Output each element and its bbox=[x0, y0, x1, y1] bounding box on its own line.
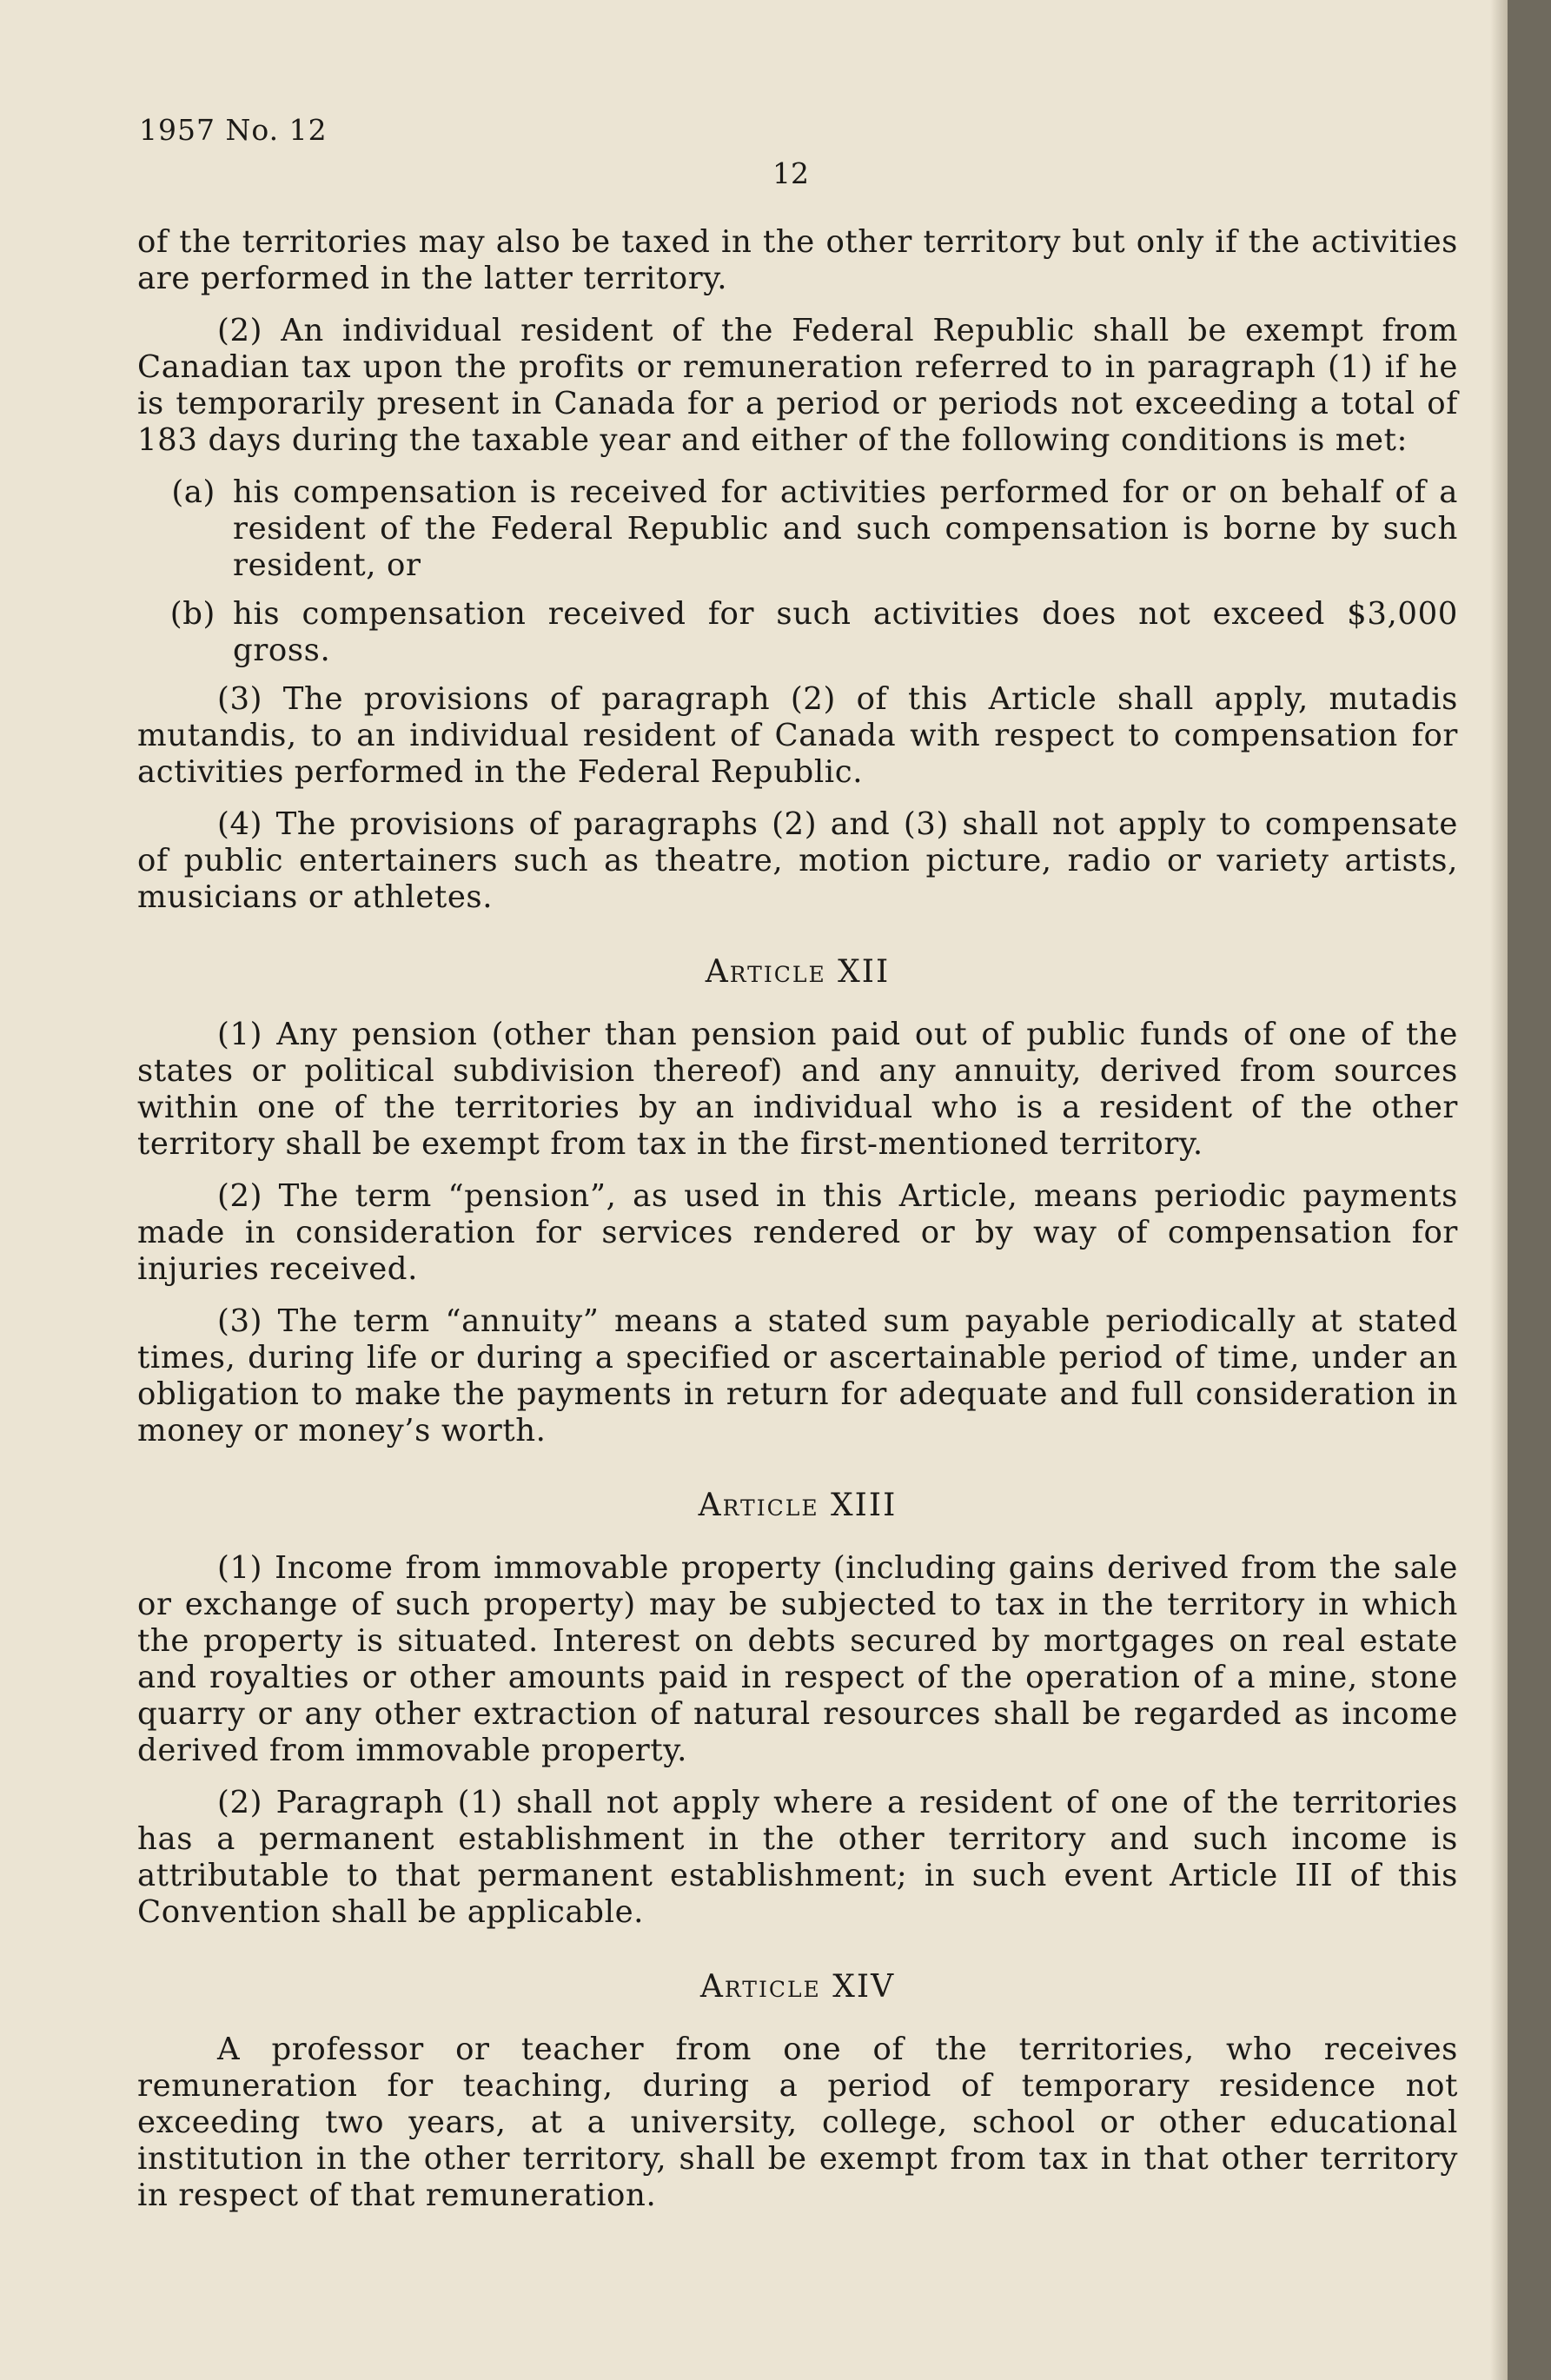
article-xii-paragraph-3: (3) The term “annuity” means a stated sum payable periodically at stated times, during life or during a specified or ascertainable period of time, under an obligation to make the payments in return for adequate and full consideration in money or money’s worth. bbox=[137, 1303, 1458, 1449]
article-xii-heading: Article XII bbox=[705, 954, 891, 990]
statute-reference: 1957 No. 12 bbox=[139, 113, 328, 147]
article-xii-paragraph-1: (1) Any pension (other than pension paid out of public funds of one of the states or political subdivision thereof) and any annuity, derived from sources within one of the territories by an individual who is a resident of the other territory shall be exempt from tax in the first-mentioned territory. bbox=[137, 1017, 1458, 1162]
item-marker: (b) bbox=[169, 596, 215, 632]
article-xi-paragraph-3: (3) The provisions of paragraph (2) of this Article shall apply, mutadis mutandis, to an individual resident of Canada with respect to compensation for activities performed in the Federal Republic. bbox=[137, 681, 1458, 790]
document-body bbox=[137, 224, 1458, 2230]
continuation-paragraph: of the territories may also be taxed in the other territory but only if the activities are performed in the latter territory. bbox=[137, 224, 1458, 296]
scan-dark-border bbox=[1508, 0, 1551, 2380]
article-xiii-heading: Article XIII bbox=[698, 1488, 898, 1523]
item-text: his compensation is received for activities performed for or on behalf of a resident of the Federal Republic and such compensation is borne by such resident, or bbox=[233, 474, 1458, 583]
article-xi-paragraph-2: (2) An individual resident of the Federal Republic shall be exempt from Canadian tax upon the profits or remuneration referred to in paragraph (1) if he is temporarily present in Canada for a period or periods not exceeding a total of 183 days during the taxable year and either of the following conditions is met: bbox=[137, 313, 1458, 458]
article-xiv-heading: Article XIV bbox=[699, 1969, 896, 2005]
article-xii-paragraph-2: (2) The term “pension”, as used in this Article, means periodic payments made in consideration for services rendered or by way of compensation for injuries received. bbox=[137, 1178, 1458, 1287]
condition-item-a bbox=[137, 474, 1458, 584]
page-number: 12 bbox=[772, 156, 809, 190]
article-xi-paragraph-4: (4) The provisions of paragraphs (2) and (3) shall not apply to compensate of public entertainers such as theatre, motion picture, radio or variety artists, musicians or athletes. bbox=[137, 806, 1458, 915]
item-text: his compensation received for such activities does not exceed $3,000 gross. bbox=[233, 596, 1458, 668]
article-xiv-paragraph: A professor or teacher from one of the territories, who receives remuneration for teaching, during a period of temporary residence not exceeding two years, at a university, college, school or other educational institution in the other territory, shall be exempt from tax in that other territory in respect of that remuneration. bbox=[137, 2032, 1458, 2213]
article-xiii-paragraph-1: (1) Income from immovable property (including gains derived from the sale or exchange of such property) may be subjected to tax in the territory in which the property is situated. Interest on debts secured by mortgages on real estate and royalties or other amounts paid in respect of the operation of a mine, stone quarry or any other extraction of natural resources shall be regarded as income derived from immovable property. bbox=[137, 1550, 1458, 1768]
condition-item-b bbox=[137, 596, 1458, 669]
page-edge-shadow bbox=[1490, 0, 1508, 2380]
item-marker: (a) bbox=[171, 474, 215, 510]
article-xiii-paragraph-2: (2) Paragraph (1) shall not apply where a resident of one of the territories has a permanent establishment in the other territory and such income is attributable to that permanent establishment; in such event Article III of this Convention shall be applicable. bbox=[137, 1785, 1458, 1930]
